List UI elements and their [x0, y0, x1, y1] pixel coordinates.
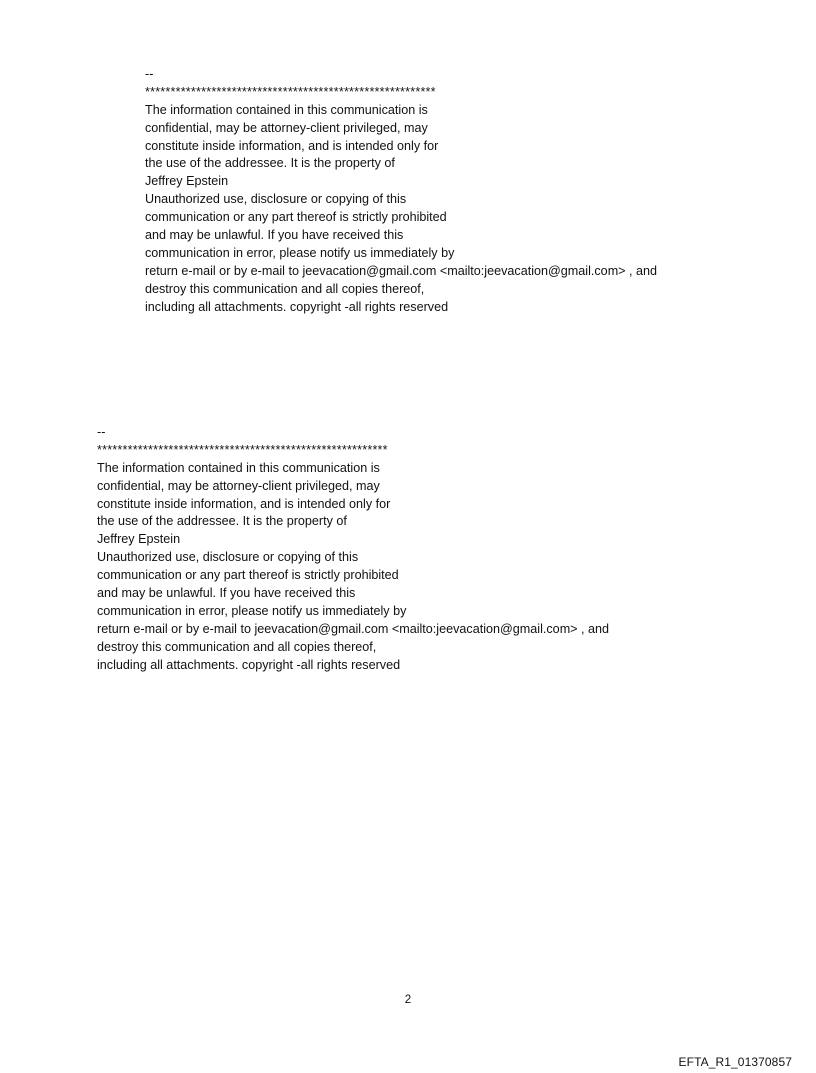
disclaimer-line: communication in error, please notify us immediately by: [145, 245, 455, 260]
disclaimer-line: communication or any part thereof is strictly prohibited: [145, 210, 447, 225]
page-number: 2: [404, 994, 412, 1006]
separator-asterisks: *********************************************************: [145, 84, 436, 99]
disclaimer-line: including all attachments. copyright -all rights reserved: [97, 657, 401, 672]
disclaimer-line: destroy this communication and all copies thereof,: [145, 281, 425, 296]
disclaimer-line: the use of the addressee. It is the property of: [97, 514, 347, 529]
disclaimer-line: The information contained in this communication is: [145, 102, 428, 117]
disclaimer-owner-name: Jeffrey Epstein: [145, 174, 229, 189]
separator-dashes: --: [145, 67, 154, 81]
disclaimer-line: communication in error, please notify us immediately by: [97, 603, 407, 618]
disclaimer-line: Unauthorized use, disclosure or copying of this: [145, 192, 407, 207]
disclaimer-line: and may be unlawful. If you have received this: [97, 586, 356, 601]
signature-block-1: [145, 66, 657, 316]
signature-block-2: [97, 424, 609, 674]
disclaimer-contact-line: return e-mail or by e-mail to jeevacation@gmail.com <mailto:jeevacation@gmail.com> , and: [145, 263, 658, 278]
disclaimer-owner-name: Jeffrey Epstein: [97, 532, 181, 547]
disclaimer-line: constitute inside information, and is intended only for: [97, 496, 391, 511]
disclaimer-line: including all attachments. copyright -all rights reserved: [145, 299, 449, 314]
disclaimer-line: the use of the addressee. It is the property of: [145, 156, 395, 171]
disclaimer-line: Unauthorized use, disclosure or copying of this: [97, 550, 359, 565]
separator-dashes: --: [97, 425, 106, 439]
disclaimer-line: destroy this communication and all copies thereof,: [97, 639, 377, 654]
disclaimer-line: constitute inside information, and is intended only for: [145, 138, 439, 153]
separator-asterisks: *********************************************************: [97, 442, 388, 457]
document-id: EFTA_R1_01370857: [678, 1055, 792, 1069]
disclaimer-contact-line: return e-mail or by e-mail to jeevacation@gmail.com <mailto:jeevacation@gmail.com> , and: [97, 621, 610, 636]
disclaimer-line: communication or any part thereof is strictly prohibited: [97, 568, 399, 583]
disclaimer-line: and may be unlawful. If you have received this: [145, 228, 404, 243]
disclaimer-line: The information contained in this communication is: [97, 460, 380, 475]
disclaimer-line: confidential, may be attorney-client privileged, may: [97, 478, 380, 493]
disclaimer-line: confidential, may be attorney-client privileged, may: [145, 120, 428, 135]
